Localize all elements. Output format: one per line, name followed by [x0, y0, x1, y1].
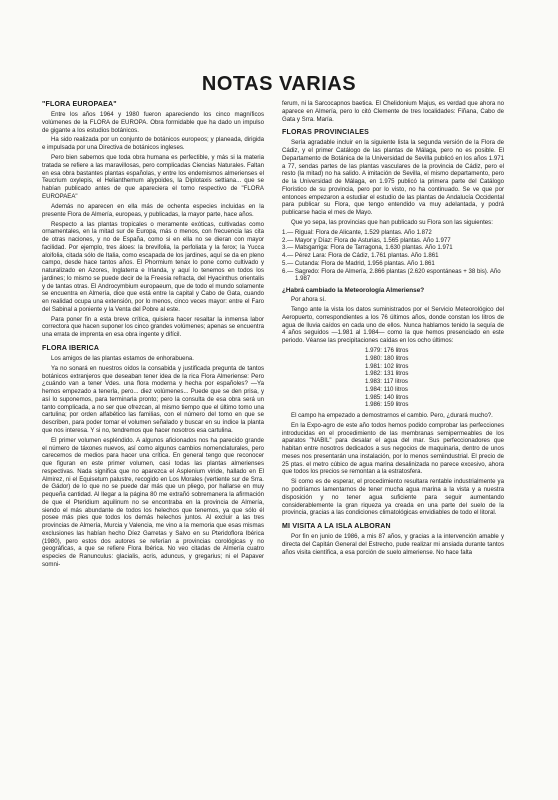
paragraph: Ha sido realizada por un conjunto de botánicos europeos; y planeada, dirigida e impulsada por una Directiva de botánicos ingleses. — [42, 136, 264, 152]
left-column — [42, 100, 264, 571]
paragraph: Por ahora sí. — [291, 296, 326, 304]
rainfall-row — [360, 386, 504, 394]
rainfall-row — [360, 363, 504, 371]
paragraph: Para poner fin a esta breve crítica, quisiera hacer resaltar la inmensa labor correctora que hacen suponer los cinco grandes volúmenes; apenas se encuentra una errata de imprenta en esa obra ingente y difícil. — [42, 315, 264, 339]
list-item: 5.— Cutanda: Flora de Madrid, 1.956 plantas. Año 1.861 — [282, 259, 435, 267]
rainfall-value: 102 litros — [383, 362, 409, 370]
section-heading-meteorologia: ¿Habrá cambiado la Meteorología Almeriense? — [282, 287, 425, 295]
rainfall-row — [360, 347, 504, 355]
rainfall-value: 159 litros — [383, 401, 409, 409]
rainfall-year: 1.983: — [365, 378, 382, 385]
section-heading-flora-iberica: FLORA IBERICA — [42, 344, 100, 352]
paragraph: Los amigos de las plantas estamos de enhorabuena. — [51, 354, 194, 362]
paragraph-continuation: ferum, ni la Sarcocapnos baetica. El Chelidonium Majus, es verdad que ahora no aparece en Almería, pero lo citó Clemente de tres localidades: Fiñana, Cabo de Gata y Srra. María. — [282, 100, 504, 123]
rainfall-value: 131 litros — [383, 370, 409, 378]
paragraph: Por fin en junio de 1986, a mis 87 años, y gracias a la intervención amable y directa del Capitán General del Estrecho, pude realizar mi ansiada durante tantos años visita científica, a esa porción de suelo almeriense. No hace falta — [282, 533, 504, 556]
list-item: 2.— Mayor y Díaz: Flora de Asturias, 1.565 plantas. Año 1.977 — [282, 236, 451, 244]
rainfall-year: 1.985: — [365, 393, 382, 401]
paragraph: Respecto a las plantas tropicales o meramente exóticas, cultivadas como ornamentales, en la mitad sur de Europa, más o menos, con frecuencia las cita de otras naciones, y no de España, como si en ella no se dieran con mayor facilidad. Por ejemplo, tres áloes: la brevifolia, la perfoliata y la ferox; la Yucca aloifolia, citada sólo de Italia, como escapada de los jardines, aquí se da en pleno campo, desde hace tantos años. El Phormium tenax lo pone como cultivado y naturalizado en Azores, Inglaterra e Irlanda, y aquí lo tenemos en todos los jardines; lo mismo se puede decir de la Freesia refracta, del Hyacinthus orientalis y de tantas otras. El Androcymbium europaeum, que de todo el mundo solamente se encuentra en Almería, dice que está entre la capital y Cabo de Gata, cuando en realidad ocupa una extensión, por lo menos, cinco veces mayor: entre el Faro del Sabinal a poniente y la Venta del Pobre al este. — [42, 220, 264, 313]
rainfall-row — [360, 394, 504, 402]
rainfall-year: 1.986: — [365, 401, 382, 409]
paragraph: El campo ha empezado a demostrarnos el cambio. Pero, ¿durará mucho?. — [291, 412, 493, 419]
rainfall-list — [282, 347, 504, 409]
paragraph: Pero bien sabemos que toda obra humana es perfectible, y más si la materia tratada se refiere a las maravillosas, pero complicadas Ciencias Naturales. Faltan en esa obra bastantes plantas españolas, y entre los endemismos almerienses el Teucrium oxylepis, el Helianthemum alypoides, la Diplotaxis settiana... que se habían publicado antes de que apareciera el tomo respectivo de "FLORA EUROPAEA" — [42, 154, 264, 200]
rainfall-row — [360, 355, 504, 363]
rainfall-year: 1.984: — [365, 385, 382, 393]
rainfall-year: 1.980: — [365, 354, 382, 362]
rainfall-row — [360, 401, 504, 409]
paragraph: Si como es de esperar, el procedimiento resultara rentable industrialmente ya no podríamos lamentarnos de tener mucha agua marina a la vista y a nuestra disposición y no tener agua suficiente para seguir aumentando considerablemente la gran riqueza ya creada en una parte del suelo de la provincia, gracias a las condiciones climatológicas envidiables de todo el litoral. — [282, 478, 504, 517]
rainfall-year: 1.982: — [365, 370, 382, 378]
paragraph: Sería agradable incluir en la siguiente lista la segunda versión de la Flora de Cádiz, y el primer Catálogo de las plantas de Málaga, pero no es posible. El Departamento de Botánica de la Universidad de Sevilla publicó en los años 1.971 a 77, sendas partes de las plantas vasculares de la provincia de Cádiz, pero el resto (la mitad) no ha salido. A imitación de Sevilla, el mismo departamento, pero de la Universidad de Málaga, en 1.975 publicó la primera parte del Catálogo Florístico de su provincia, pero por lo visto, no ha continuado. Se ve que por entonces empezaron a estudiar el estudio de las plantas de Andalucía Occidental para publicar su Flora, que tengo entendido va muy adelantada, y podrá publicarse hacia el mes de Mayo. — [282, 139, 504, 216]
paragraph: En la Expo-agro de este año todos hemos podido comprobar las perfecciones introducidas en el procedimiento de las membranas semipermeables de los aparatos "NABIL" para desalar el agua del mar. Sus perfeccionadores que habitan entre nosotros dedicados a sus negocios de maquinaria, dentro de unos meses nos presentarán una instalación, por lo menos semiindustrial. El precio de 25 ptas. el metro cúbico de agua marina desalinizada no parece excesivo, ahora que todos los precios se remontan a la estratosfera. — [282, 421, 504, 476]
section-heading-floras-provinciales: FLORAS PROVINCIALES — [282, 129, 370, 137]
rainfall-value: 117 litros — [383, 378, 408, 385]
paragraph: Además no aparecen en ella más de ochenta especies incluidas en la presente Flora de Almería, europeas, y publicadas, la mayor parte, hace años. — [42, 202, 264, 218]
list-item: 6.— Sagredo: Flora de Almería, 2.866 plantas (2.620 espontáneas + 38 bis). Año 1.987 — [282, 267, 501, 283]
paragraph: Tengo ante la vista los datos suministrados por el Servicio Meteorológico del Aeropuerto, correspondientes a los 76 últimos años, donde constan los litros de agua de lluvia caídos en cada uno de ellos. Nunca hablamos tenido la sequía de 4 años seguidos —1.981 al 1.984— como la que hemos presenciado en este periodo. Véanse las precipitaciones caídas en los ocho últimos: — [282, 306, 504, 345]
rainfall-value: 176 litros — [383, 347, 409, 354]
paragraph: Ya no sonará en nuestros oídos la consabida y justificada pregunta de tantos botánicos extranjeros que deseaban tener idea de la rica Flora Almeriense: Pero ¿cuándo van a tener Vdes. una flora moderna y hecha por españoles? —Ya hemos empezado a tenerla, pero... diez volúmenes... Puede que se den prisa, y así lo suponemos, para terminarla pronto; pero la consulta de esa obra será un tanto complicada, a no ser que ofrezcan, al mismo tiempo que el último tomo una cartulina; por orden alfabético las familias, con el número del tomo en que se describen, para poder tomar el volumen señalado y buscar en su índice la planta que nos interesa. Y si no, tendremos que hacer nosotros esa cartulina. — [42, 364, 264, 434]
section-heading-isla-alboran: MI VISITA A LA ISLA ALBORAN — [282, 523, 391, 531]
provincial-flora-list — [282, 229, 504, 283]
rainfall-year: 1.981: — [365, 362, 382, 370]
paragraph: El primer volumen espléndido. A algunos aficionados nos ha parecido grande el número de táxones nuevos, así como algunos cambios nomenclaturales, pero carecemos de medios para hacer una crítica. En general tengo que reconocer que figuran en este primer volumen, casi todas las plantas almerienses respectivas. Nada significa que no aparezca el Asplenium viride, hallado en El Almirez, ni el Equisetum palustre, recogido en Los Morales (vertiente sur de Srra. de Gádor) de lo que no se puede dar más que un pliego, por hallarse en muy pequeña cantidad. Al llegar a la página 80 me extrañó sobremanera la afirmación de que el Pteridium aquilinum no se encontraba en la provincia de Almería, siendo el más abundante de todos los helechos que tenemos, ya que sólo él posee más pies que todos los demás helechos juntos. Al excluir a las tres provincias de Almería, Murcia y Valencia, me vino a la memoria que esas mismas exclusiones las habían hecho Díez Garretas y Salvo en su Pteridoflora Ibérica (1980), pero estos dos autores se referían a provincias corológicas y no geográficas, a que se refiere Flora Ibérica. No veo citadas de Almería cuatro especies de Ranunculus: glacialis, acris, aduncus, y gregarius; ni el Papaver somni- — [42, 436, 264, 568]
rainfall-year: 1.979: — [365, 347, 382, 354]
section-heading-flora-europaea: "FLORA EUROPAEA" — [42, 101, 117, 108]
rainfall-value: 180 litros — [383, 354, 409, 362]
page-title: NOTAS VARIAS — [201, 73, 357, 95]
right-column — [282, 100, 504, 559]
list-item: 1.— Rigual: Flora de Alicante, 1.529 plantas. Año 1.872 — [282, 228, 432, 236]
list-item: 4.— Pérez Lara: Flora de Cádiz, 1.761 plantas. Año 1.861 — [282, 252, 439, 260]
paragraph: Que yo sepa, las provincias que han publicado su Flora son las siguientes: — [291, 218, 493, 226]
rainfall-row — [360, 370, 504, 378]
rainfall-row — [360, 378, 504, 386]
list-item: 3.— Matsgarriga: Flora de Tarragona, 1.630 plantas. Año 1.971 — [282, 244, 453, 252]
paragraph: Entre los años 1964 y 1980 fueron apareciendo los cinco magníficos volúmenes de la FLORA de EUROPA. Obra formidable que ha dado un impulso de gigante a los estudios botánicos. — [42, 111, 264, 134]
rainfall-value: 110 litros — [383, 385, 408, 393]
rainfall-value: 140 litros — [383, 393, 409, 401]
